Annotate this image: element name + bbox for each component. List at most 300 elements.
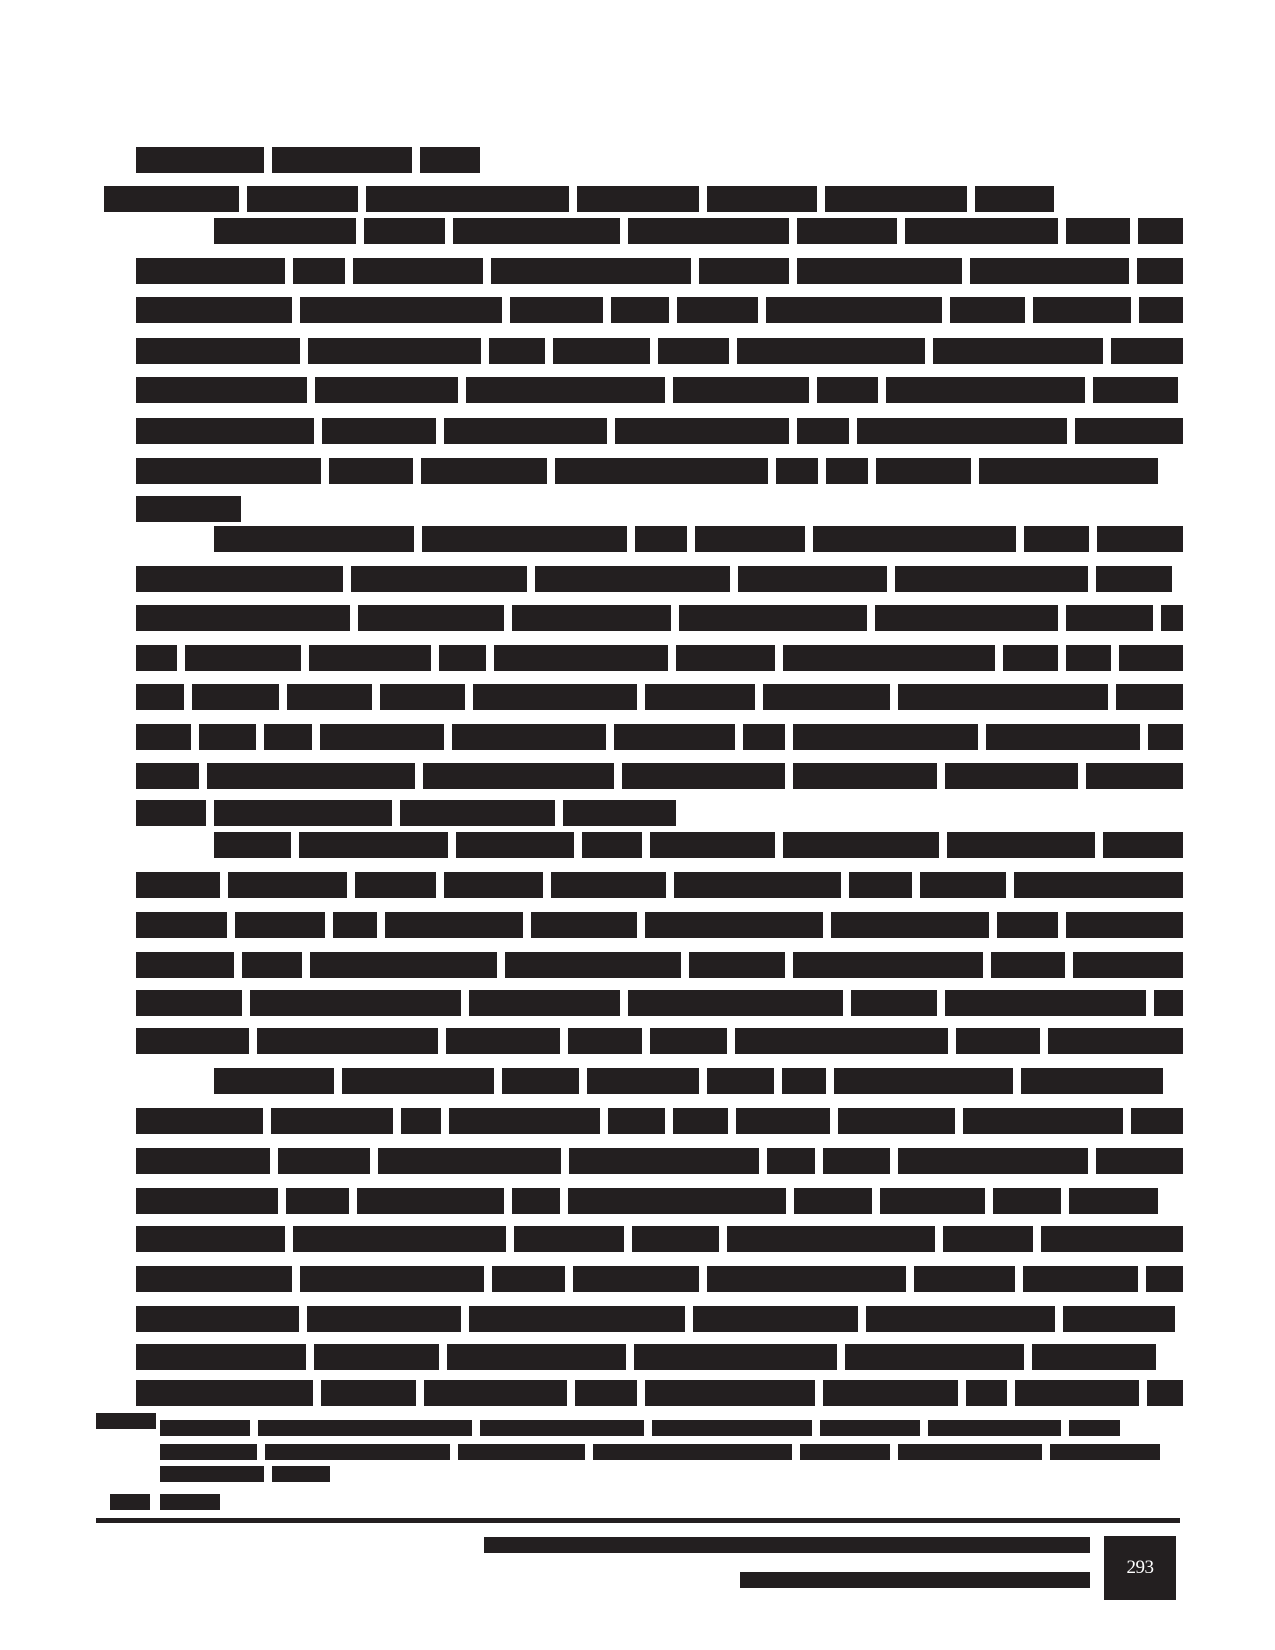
redacted-word [1050, 1444, 1160, 1460]
redacted-word [214, 218, 356, 244]
redacted-line [136, 418, 1183, 444]
redacted-word [849, 872, 912, 898]
redacted-word [247, 186, 358, 212]
redacted-word [358, 605, 504, 631]
redacted-word [783, 832, 939, 858]
redacted-word [502, 1068, 579, 1094]
redacted-line [214, 1068, 1183, 1094]
redacted-word [650, 832, 775, 858]
redacted-word [531, 912, 637, 938]
redacted-word [136, 566, 343, 592]
redacted-word [979, 458, 1158, 484]
redacted-word [1148, 724, 1183, 750]
redacted-word [1161, 605, 1183, 631]
redacted-word [582, 832, 642, 858]
redacted-word [608, 1108, 665, 1134]
redacted-word [615, 418, 789, 444]
redacted-word [510, 297, 603, 323]
redacted-word [963, 1108, 1123, 1134]
redacted-word [104, 186, 239, 212]
redacted-word [876, 458, 971, 484]
redacted-line [136, 912, 1183, 938]
redacted-word [492, 1266, 565, 1292]
redacted-word [997, 912, 1058, 938]
redacted-word [160, 1444, 257, 1460]
redacted-word [1111, 338, 1183, 364]
redacted-word [136, 912, 227, 938]
redacted-word [453, 218, 620, 244]
redacted-word [192, 684, 279, 710]
redacted-word [622, 763, 785, 789]
redacted-word [766, 297, 942, 323]
redacted-word [136, 1028, 249, 1054]
redacted-word [228, 872, 347, 898]
redacted-running-footer-line-1 [484, 1537, 1090, 1553]
redacted-line [136, 458, 1183, 484]
redacted-word [329, 458, 413, 484]
redacted-word [447, 1344, 626, 1370]
redacted-word [309, 645, 431, 671]
redacted-word [136, 952, 234, 978]
redacted-word [136, 258, 285, 284]
redacted-word [632, 1226, 719, 1252]
redacted-word [886, 377, 1085, 403]
redacted-line [110, 1494, 150, 1510]
redacted-word [271, 1108, 393, 1134]
redacted-word [136, 338, 300, 364]
redacted-running-footer-line-2 [740, 1572, 1090, 1588]
redacted-word [645, 912, 823, 938]
redacted-word [650, 1028, 727, 1054]
redacted-word [898, 1444, 1042, 1460]
redacted-word [307, 1306, 461, 1332]
redacted-word [1032, 1344, 1156, 1370]
redacted-word [783, 645, 995, 671]
redacted-word [797, 218, 897, 244]
redacted-word [342, 1068, 494, 1094]
redacted-word [214, 832, 291, 858]
redacted-line [214, 526, 1183, 552]
redacted-word [136, 496, 241, 522]
redacted-word [1147, 1380, 1183, 1406]
redacted-word [966, 1380, 1007, 1406]
redacted-line [136, 1380, 1183, 1406]
redacted-word [933, 338, 1103, 364]
redacted-word [214, 1068, 334, 1094]
redacted-line [136, 297, 1183, 323]
redacted-word [512, 1188, 560, 1214]
redacted-word [136, 1380, 313, 1406]
redacted-word [689, 952, 785, 978]
redacted-word [420, 147, 480, 173]
redacted-word [587, 1068, 699, 1094]
redacted-word [310, 952, 497, 978]
redacted-word [793, 952, 983, 978]
redacted-word [136, 418, 314, 444]
redacted-word [1069, 1420, 1120, 1436]
redacted-word [699, 258, 789, 284]
redacted-word [364, 218, 445, 244]
redacted-word [1154, 990, 1183, 1016]
redacted-word [875, 605, 1058, 631]
redacted-word [825, 186, 967, 212]
redacted-word [1021, 1068, 1163, 1094]
redacted-word [446, 1028, 560, 1054]
redacted-word [568, 1188, 786, 1214]
redacted-line [136, 258, 1183, 284]
redacted-line [136, 605, 1183, 631]
redacted-word [424, 1380, 567, 1406]
redacted-word [563, 800, 676, 826]
redacted-word [136, 1108, 263, 1134]
redacted-word [353, 258, 483, 284]
redacted-word [1138, 218, 1183, 244]
redacted-line [160, 1444, 1160, 1460]
redacted-word [322, 418, 436, 444]
redacted-word [1093, 377, 1178, 403]
redacted-word [1041, 1226, 1183, 1252]
redacted-word [707, 1068, 774, 1094]
redacted-line [214, 218, 1183, 244]
redacted-word [265, 1444, 450, 1460]
redacted-word [449, 1108, 600, 1134]
redacted-word [707, 186, 817, 212]
redacted-word [299, 832, 448, 858]
redacted-word [838, 1108, 955, 1134]
page-number: 293 [1126, 1557, 1154, 1578]
redacted-word [658, 338, 729, 364]
redacted-word [1096, 566, 1172, 592]
redacted-word [945, 990, 1146, 1016]
redacted-word [250, 990, 461, 1016]
redacted-word [380, 684, 465, 710]
redacted-word [1086, 763, 1183, 789]
redacted-word [136, 724, 191, 750]
redacted-word [1137, 258, 1183, 284]
redacted-word [1048, 1028, 1183, 1054]
redacted-word [813, 526, 1016, 552]
redacted-word [573, 1266, 699, 1292]
redacted-word [400, 800, 555, 826]
redacted-word [614, 724, 735, 750]
redacted-word [1103, 832, 1183, 858]
redacted-line [136, 1108, 1183, 1134]
redacted-word [1073, 952, 1183, 978]
redacted-word [793, 763, 937, 789]
redacted-word [831, 912, 989, 938]
redacted-word [767, 1148, 815, 1174]
redacted-word [1066, 218, 1130, 244]
redacted-word [355, 872, 436, 898]
redacted-word [920, 872, 1006, 898]
redacted-word [577, 186, 699, 212]
redacted-word [199, 724, 256, 750]
redacted-word [947, 832, 1095, 858]
redacted-word [611, 297, 669, 323]
redacted-word [568, 1028, 642, 1054]
redacted-line [136, 1028, 1183, 1054]
redacted-word [136, 763, 199, 789]
redacted-word [136, 1306, 299, 1332]
redacted-word [300, 1266, 484, 1292]
redacted-line [104, 186, 1054, 212]
redacted-line [136, 1148, 1183, 1174]
redacted-word [491, 258, 691, 284]
redacted-word [845, 1344, 1024, 1370]
redacted-word [797, 418, 849, 444]
redacted-word [817, 377, 878, 403]
redacted-line [136, 1188, 1183, 1214]
redacted-word [569, 1148, 759, 1174]
redacted-word [473, 684, 637, 710]
redacted-word [214, 800, 392, 826]
redacted-word [695, 526, 805, 552]
redacted-line [136, 800, 676, 826]
redacted-word [1131, 1108, 1183, 1134]
redacted-line [96, 1413, 156, 1429]
redacted-word [1066, 605, 1153, 631]
redacted-word [975, 186, 1054, 212]
redacted-word [469, 1306, 685, 1332]
redacted-word [776, 458, 818, 484]
redacted-line [136, 763, 1183, 789]
redacted-line [136, 990, 1183, 1016]
redacted-word [314, 1344, 439, 1370]
redacted-line [160, 1466, 330, 1482]
redacted-word [136, 458, 321, 484]
redacted-word [207, 763, 415, 789]
redacted-word [300, 297, 502, 323]
redacted-word [707, 1266, 906, 1292]
redacted-word [553, 338, 650, 364]
redacted-word [136, 1188, 278, 1214]
redacted-word [914, 1266, 1015, 1292]
redacted-line [136, 952, 1183, 978]
redacted-word [1075, 418, 1183, 444]
redacted-word [136, 645, 177, 671]
redacted-word [735, 1028, 948, 1054]
redacted-word [421, 458, 547, 484]
redacted-word [514, 1226, 624, 1252]
redacted-line [160, 1420, 1120, 1436]
redacted-word [673, 1108, 728, 1134]
redacted-word [308, 338, 481, 364]
redacted-word [286, 1188, 349, 1214]
redacted-word [136, 684, 184, 710]
redacted-word [738, 566, 887, 592]
redacted-word [136, 990, 242, 1016]
redacted-word [945, 763, 1078, 789]
redacted-word [823, 1148, 890, 1174]
redacted-line [136, 1306, 1183, 1332]
redacted-word [494, 645, 668, 671]
redacted-word [287, 684, 372, 710]
redacted-word [1119, 645, 1183, 671]
redacted-line [136, 566, 1183, 592]
redacted-word [826, 458, 868, 484]
redacted-line [136, 1266, 1183, 1292]
redacted-word [136, 872, 220, 898]
redacted-word [857, 418, 1067, 444]
redacted-word [628, 990, 843, 1016]
page-number-box [1104, 1536, 1176, 1600]
redacted-word [96, 1413, 156, 1429]
redacted-word [136, 605, 350, 631]
redacted-word [160, 1466, 264, 1482]
redacted-word [160, 1420, 250, 1436]
redacted-word [1063, 1306, 1175, 1332]
redacted-line [136, 338, 1183, 364]
redacted-word [272, 1466, 330, 1482]
redacted-word [970, 258, 1129, 284]
redacted-word [235, 912, 325, 938]
redacted-word [1024, 526, 1089, 552]
redacted-word [797, 258, 962, 284]
redacted-word [466, 377, 665, 403]
redacted-line [136, 147, 496, 173]
redacted-word [1097, 526, 1183, 552]
redacted-word [1116, 684, 1183, 710]
redacted-word [469, 990, 620, 1016]
redacted-line [136, 645, 1183, 671]
redacted-line [136, 496, 241, 522]
redacted-word [401, 1108, 441, 1134]
redacted-word [1139, 297, 1183, 323]
redacted-word [956, 1028, 1040, 1054]
redacted-word [1146, 1266, 1183, 1292]
redacted-word [898, 684, 1108, 710]
redacted-word [264, 724, 312, 750]
redacted-word [272, 147, 412, 173]
redacted-word [444, 418, 607, 444]
redacted-word [782, 1068, 826, 1094]
redacted-word [1033, 297, 1131, 323]
redacted-word [1023, 1266, 1138, 1292]
redacted-word [452, 724, 606, 750]
redacted-word [489, 338, 545, 364]
redacted-line [136, 684, 1183, 710]
redacted-word [763, 684, 890, 710]
redacted-word [928, 1420, 1061, 1436]
redacted-line [136, 1344, 1183, 1370]
redacted-word [851, 990, 937, 1016]
redacted-word [444, 872, 543, 898]
redacted-line [136, 724, 1183, 750]
redacted-word [480, 1420, 644, 1436]
redacted-word [1014, 872, 1183, 898]
redacted-word [351, 566, 527, 592]
redacted-word [456, 832, 574, 858]
redacted-word [278, 1148, 370, 1174]
redacted-line [160, 1494, 220, 1510]
redacted-word [535, 566, 730, 592]
redacted-word [423, 763, 614, 789]
redacted-word [320, 724, 444, 750]
redacted-word [136, 377, 307, 403]
redacted-word [1096, 1148, 1183, 1174]
redacted-word [950, 297, 1025, 323]
redacted-word [185, 645, 301, 671]
redacted-word [634, 1344, 837, 1370]
redacted-word [676, 645, 775, 671]
redacted-word [242, 952, 302, 978]
redacted-word [257, 1028, 438, 1054]
redacted-word [333, 912, 377, 938]
redacted-word [674, 872, 841, 898]
redacted-word [793, 724, 978, 750]
redacted-word [823, 1380, 958, 1406]
redacted-word [214, 526, 414, 552]
redacted-word [1003, 645, 1058, 671]
redacted-word [1015, 1380, 1139, 1406]
redacted-word [505, 952, 681, 978]
redacted-word [321, 1380, 416, 1406]
footer-rule [96, 1518, 1180, 1523]
redacted-word [110, 1494, 150, 1510]
redacted-word [820, 1420, 920, 1436]
redacted-line [136, 1226, 1183, 1252]
redacted-word [743, 724, 785, 750]
redacted-word [136, 1226, 285, 1252]
redacted-word [366, 186, 569, 212]
redacted-word [645, 684, 755, 710]
redacted-word [136, 297, 292, 323]
redacted-word [1066, 912, 1183, 938]
redacted-word [628, 218, 789, 244]
redacted-word [512, 605, 671, 631]
redacted-word [693, 1306, 858, 1332]
redacted-word [357, 1188, 504, 1214]
redacted-word [834, 1068, 1013, 1094]
redacted-word [258, 1420, 472, 1436]
redacted-word [679, 605, 867, 631]
redacted-word [315, 377, 458, 403]
redacted-word [652, 1420, 812, 1436]
redacted-word [635, 526, 687, 552]
redacted-word [439, 645, 486, 671]
redacted-word [727, 1226, 935, 1252]
redacted-word [898, 1148, 1088, 1174]
redacted-word [293, 1226, 506, 1252]
redacted-word [943, 1226, 1033, 1252]
redacted-word [293, 258, 345, 284]
redacted-word [136, 1148, 270, 1174]
redacted-word [993, 1188, 1061, 1214]
redacted-word [645, 1380, 815, 1406]
redacted-word [378, 1148, 561, 1174]
redacted-word [422, 526, 627, 552]
redacted-word [905, 218, 1058, 244]
redacted-word [575, 1380, 637, 1406]
redacted-word [1069, 1188, 1158, 1214]
redacted-word [895, 566, 1088, 592]
redacted-word [136, 800, 206, 826]
redacted-word [794, 1188, 872, 1214]
redacted-line [136, 872, 1183, 898]
redacted-word [136, 147, 264, 173]
redacted-word [986, 724, 1140, 750]
redacted-word [1066, 645, 1111, 671]
redacted-word [737, 338, 925, 364]
redacted-word [136, 1344, 306, 1370]
redacted-line [136, 377, 1183, 403]
redacted-line [214, 832, 1183, 858]
redacted-word [736, 1108, 830, 1134]
redacted-word [677, 297, 758, 323]
redacted-word [136, 1266, 292, 1292]
redacted-word [593, 1444, 792, 1460]
redacted-word [458, 1444, 585, 1460]
